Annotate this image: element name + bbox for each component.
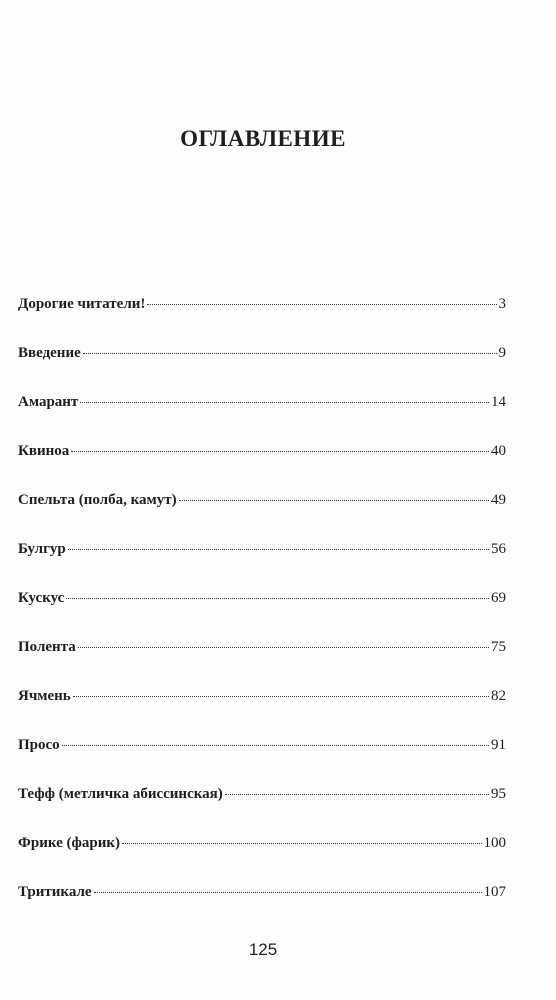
toc-entry-label: Фрике (фарик) [18, 835, 121, 851]
page-title: ОГЛАВЛЕНИЕ [180, 126, 346, 151]
toc-leader-dots [94, 892, 482, 893]
toc-entry-label: Ячмень [18, 688, 71, 704]
toc-entry-page: 9 [498, 345, 506, 361]
toc-leader-dots [68, 549, 489, 550]
toc-entry-label: Тефф (метличка абиссинская) [18, 786, 223, 802]
toc-entry [18, 639, 506, 688]
toc-leader-dots [179, 500, 489, 501]
toc-entry-label: Дорогие читатели! [18, 296, 146, 312]
toc-entry-label: Амарант [18, 394, 79, 410]
toc-entry-label: Тритикале [18, 884, 92, 900]
toc-entry-page: 69 [491, 590, 506, 606]
toc-entry [18, 688, 506, 737]
toc-entry-page: 49 [491, 492, 506, 508]
toc-leader-dots [66, 598, 489, 599]
toc-entry [18, 541, 506, 590]
toc-entry [18, 492, 506, 541]
toc-leader-dots [62, 745, 489, 746]
table-of-contents [18, 296, 506, 933]
toc-leader-dots [147, 304, 496, 305]
toc-entry [18, 884, 506, 933]
toc-entry-page: 75 [491, 639, 506, 655]
toc-entry [18, 786, 506, 835]
toc-entry [18, 296, 506, 345]
toc-entry-label: Кускус [18, 590, 65, 606]
toc-entry-page: 14 [491, 394, 506, 410]
toc-entry [18, 590, 506, 639]
toc-entry [18, 835, 506, 884]
toc-entry-page: 3 [498, 296, 506, 312]
page-number: 125 [248, 940, 278, 959]
toc-entry-page: 107 [483, 884, 506, 900]
toc-entry [18, 394, 506, 443]
toc-entry-label: Просо [18, 737, 60, 753]
toc-leader-dots [80, 402, 489, 403]
toc-leader-dots [83, 353, 497, 354]
toc-entry-label: Булгур [18, 541, 66, 557]
toc-leader-dots [71, 451, 489, 452]
toc-entry-page: 91 [491, 737, 506, 753]
toc-entry-page: 56 [491, 541, 506, 557]
toc-entry-page: 82 [491, 688, 506, 704]
toc-entry-label: Введение [18, 345, 81, 361]
toc-entry [18, 345, 506, 394]
toc-leader-dots [225, 794, 489, 795]
toc-entry-page: 40 [491, 443, 506, 459]
toc-entry-label: Квиноа [18, 443, 70, 459]
toc-leader-dots [78, 647, 489, 648]
toc-entry-label: Полента [18, 639, 76, 655]
toc-entry-page: 95 [491, 786, 506, 802]
toc-entry-page: 100 [483, 835, 506, 851]
toc-entry [18, 443, 506, 492]
toc-entry [18, 737, 506, 786]
toc-leader-dots [122, 843, 481, 844]
toc-entry-label: Спельта (полба, камут) [18, 492, 177, 508]
toc-leader-dots [73, 696, 489, 697]
